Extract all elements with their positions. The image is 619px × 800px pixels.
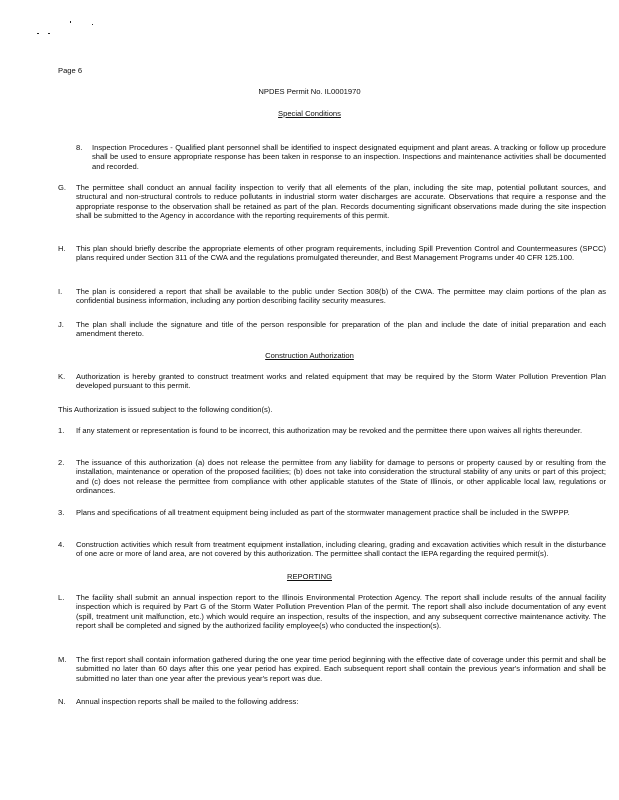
condition-label: 3.: [58, 508, 65, 517]
item-text: The plan is considered a report that shall be available to the public under Section 308(b) of the CWA. The permittee may claim portions of the plan as confidential business information, including any portion describing facility security measures.: [76, 287, 606, 306]
item-text: Annual inspection reports shall be mailed to the following address:: [76, 697, 299, 706]
condition-label: 4.: [58, 540, 65, 549]
item-text: Authorization is hereby granted to construct treatment works and related equipment that may be required by the Storm Water Pollution Prevention Plan developed pursuant to this permit.: [76, 372, 606, 391]
scan-speck: [70, 21, 71, 23]
condition-text: The issuance of this authorization (a) does not release the permittee from any liability for damage to persons or property caused by or resulting from the installation, maintenance or operation of the proposed facilities; (b) does not take into consideration the structural stability of any units or part of this project; and (c) does not release the permittee from compliance with other applicable statutes of the State of Illinois, or other applicable local law, regulations or ordinances.: [76, 458, 606, 495]
scan-speck: [92, 24, 93, 25]
construction-heading: Construction Authorization: [265, 351, 354, 360]
item-label: I.: [58, 287, 63, 296]
scan-speck: [37, 33, 39, 34]
permit-title: NPDES Permit No. IL0001970: [258, 87, 361, 96]
item-text: The facility shall submit an annual inspection report to the Illinois Environmental Protection Agency. The report shall include results of the annual facility inspection which is required by Part G of the Storm Water Pollution Prevention Plan of the permit. The report shall also include documentation of any event (spill, treatment unit malfunction, etc.) which would require an inspection, results of the inspection, and any subsequent corrective maintenance activity. The report shall be completed and signed by the authorized facility employee(s) who conducted the inspection(s).: [76, 593, 606, 630]
item-label: 8.: [76, 143, 83, 152]
condition-label: 2.: [58, 458, 65, 467]
item-label: H.: [58, 244, 66, 253]
condition-text: Construction activities which result from treatment equipment installation, including clearing, grading and excavation activities which result in the disturbance of one acre or more of land area, are not covered by this authorization. The permittee shall contact the IEPA regarding the required permit(s).: [76, 540, 606, 559]
special-conditions-heading: Special Conditions: [278, 109, 341, 118]
subject-line: This Authorization is issued subject to the following condition(s).: [58, 405, 273, 414]
scan-speck: [48, 33, 50, 34]
item-label: J.: [58, 320, 64, 329]
item-text: The permittee shall conduct an annual facility inspection to verify that all elements of the plan, including the site map, potential pollutant sources, and structural and non-structural controls to reduce pollutants in industrial storm water discharges are accurate. Observations that require a response and the appropriate response to the observation shall be retained as part of the plan. Records documenting significant observations made during the site inspection shall be submitted to the Agency in accordance with the reporting requirements of this permit.: [76, 183, 606, 220]
item-text: This plan should briefly describe the appropriate elements of other program requirements, including Spill Prevention Control and Countermeasures (SPCC) plans required under Section 311 of the CWA and the regulations promulgated thereunder, and Best Management Programs under 40 CFR 125.100.: [76, 244, 606, 263]
item-text: The first report shall contain information gathered during the one year time period beginning with the effective date of coverage under this permit and shall be submitted no later than 60 days after this one year period has expired. Each subsequent report shall contain the previous year's information and shall be submitted no later than one year after the previous year's report was due.: [76, 655, 606, 683]
item-text: The plan shall include the signature and title of the person responsible for preparation of the plan and include the date of initial preparation and each amendment thereto.: [76, 320, 606, 339]
condition-label: 1.: [58, 426, 65, 435]
item-label: K.: [58, 372, 66, 381]
item-text: Inspection Procedures - Qualified plant personnel shall be identified to inspect designated equipment and plant areas. A tracking or follow up procedure shall be used to ensure appropriate response has been taken in response to an inspection. Inspections and maintenance activities shall be documented and recorded.: [92, 143, 606, 171]
item-label: N.: [58, 697, 66, 706]
condition-text: Plans and specifications of all treatment equipment being included as part of the stormwater management practice shall be included in the SWPPP.: [76, 508, 570, 517]
condition-text: If any statement or representation is found to be incorrect, this authorization may be revoked and the permittee there upon waives all rights thereunder.: [76, 426, 583, 435]
item-label: M.: [58, 655, 67, 664]
item-label: L.: [58, 593, 65, 602]
reporting-heading: REPORTING: [286, 572, 332, 581]
page-label: Page 6: [58, 66, 83, 75]
item-label: G.: [58, 183, 67, 192]
